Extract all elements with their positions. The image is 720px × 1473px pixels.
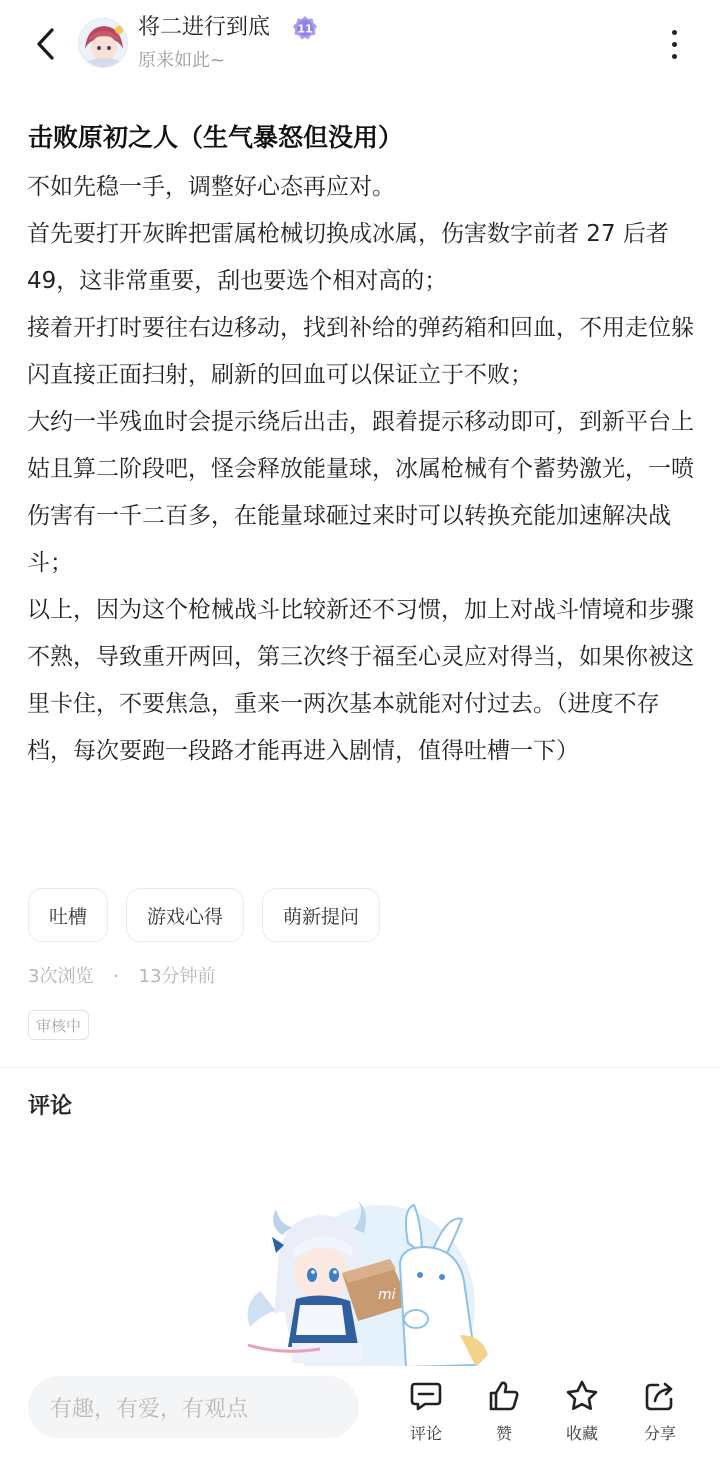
post-paragraph: 大约一半残血时会提示绕后出击，跟着提示移动即可，到新平台上姑且算二阶段吧，怪会释放能量球，冰属枪械有个蓄势激光，一喷伤害有一千二百多，在能量球砸过来时可以转换充能加速解决战斗； xyxy=(27,409,694,576)
share-button[interactable] xyxy=(630,1378,690,1448)
back-arrow-icon xyxy=(33,27,59,61)
tag-chip[interactable]: 吐槽 xyxy=(28,888,108,942)
like-label: 赞 xyxy=(495,1424,512,1443)
author-signature: 原来如此~ xyxy=(138,50,226,71)
tag-list xyxy=(28,888,380,942)
meta-separator: · xyxy=(113,966,119,987)
author-name[interactable]: 将二进行到底 xyxy=(138,15,271,40)
star-icon xyxy=(564,1378,600,1414)
comment-icon xyxy=(408,1378,444,1414)
share-icon xyxy=(642,1378,678,1414)
favorite-label: 收藏 xyxy=(565,1424,598,1443)
post-paragraph: 接着开打时要往右边移动，找到补给的弹药箱和回血，不用走位躲闪直接正面扫射，刷新的回血可以保证立于不败； xyxy=(27,315,694,388)
section-divider xyxy=(0,1067,720,1068)
post-body xyxy=(27,164,695,775)
thumbs-up-icon xyxy=(486,1378,522,1414)
more-vertical-icon xyxy=(672,30,677,35)
comment-label: 评论 xyxy=(409,1424,442,1443)
more-options-button[interactable] xyxy=(656,22,692,66)
top-bar xyxy=(0,0,720,88)
tag-chip[interactable]: 游戏心得 xyxy=(126,888,244,942)
author-avatar[interactable] xyxy=(78,18,128,68)
tag-chip[interactable]: 萌新提问 xyxy=(262,888,380,942)
like-button[interactable] xyxy=(474,1378,534,1448)
back-button[interactable] xyxy=(24,22,68,66)
post-paragraph: 首先要打开灰眸把雷属枪械切换成冰属，伤害数字前者 27 后者 49，这非常重要，刮也要选个相对高的； xyxy=(27,221,669,294)
post-paragraph: 以上，因为这个枪械战斗比较新还不习惯，加上对战斗情境和步骤不熟，导致重开两回，第三次终于福至心灵应对得当，如果你被这里卡住，不要焦急，重来一两次基本就能对付过去。（进度不存档，每次要跑一段路才能再进入剧情，值得吐槽一下） xyxy=(27,597,694,764)
share-label: 分享 xyxy=(643,1424,676,1443)
svg-text:mi: mi xyxy=(378,1287,396,1303)
bottom-action-bar xyxy=(0,1366,720,1473)
comment-button[interactable] xyxy=(396,1378,456,1448)
post-paragraph: 不如先稳一手，调整好心态再应对。 xyxy=(27,174,395,200)
post-title: 击败原初之人（生气暴怒但没用） xyxy=(28,123,404,152)
empty-comments-illustration xyxy=(230,1195,500,1370)
favorite-button[interactable] xyxy=(552,1378,612,1448)
level-badge-icon xyxy=(292,15,318,41)
comments-heading: 评论 xyxy=(28,1094,73,1119)
view-count: 3次浏览 xyxy=(28,966,94,987)
post-time: 13分钟前 xyxy=(138,966,216,987)
svg-text:11: 11 xyxy=(297,22,313,36)
post-meta xyxy=(28,963,216,991)
comment-input[interactable]: 有趣，有爱，有观点 xyxy=(28,1376,359,1438)
review-status-badge: 审核中 xyxy=(28,1010,89,1040)
